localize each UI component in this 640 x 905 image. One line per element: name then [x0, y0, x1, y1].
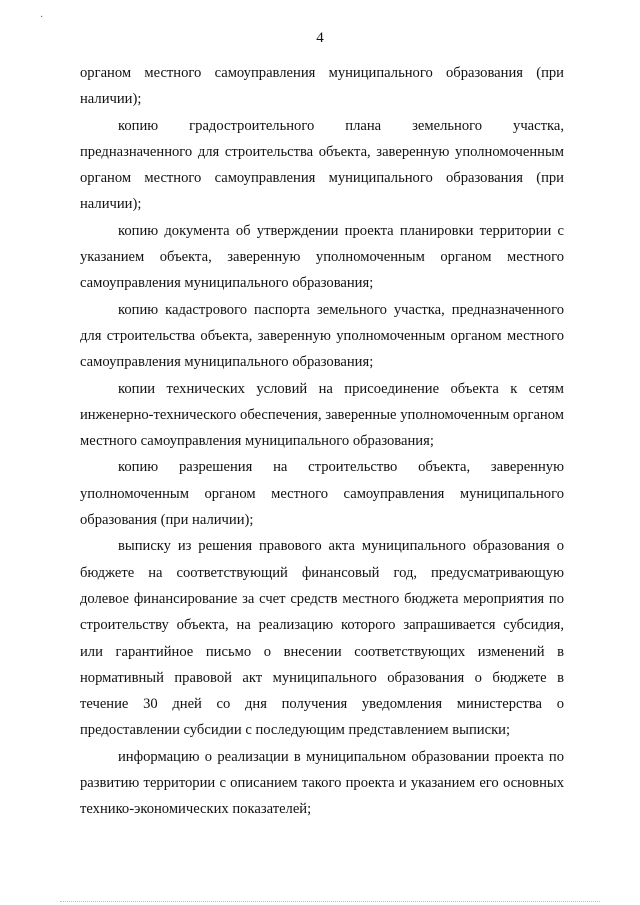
paragraph-building-permit-copy: копию разрешения на строительство объекта, заверенную уполномоченным органом местного самоуправления муниципального образования (при наличии);	[80, 459, 564, 529]
paragraph-gradplan-copy: копию градостроительного плана земельного участка, предназначенного для строительства объекта, заверенную уполномоченным органом местного самоуправления муниципального образования (при наличии);	[80, 117, 564, 213]
paragraph-cadastral-passport-copy: копию кадастрового паспорта земельного участка, предназначенного для строительства объекта, заверенную уполномоченным органом местного самоуправления муниципального образования;	[80, 301, 564, 371]
page-number: 4	[316, 30, 324, 46]
paragraph-continuation: органом местного самоуправления муниципального образования (при наличии);	[80, 65, 564, 108]
paragraph-territory-project-info: информацию о реализации в муниципальном образовании проекта по развитию территории с описанием такого проекта и указанием его основных технико-экономических показателей;	[80, 748, 564, 818]
paragraph-technical-conditions-copy: копии технических условий на присоединение объекта к сетям инженерно-технического обеспечения, заверенные уполномоченным органом местного самоуправления муниципального образования;	[80, 380, 564, 450]
bottom-divider	[60, 901, 600, 903]
paragraph-budget-extract: выписку из решения правового акта муниципального образования о бюджете на соответствующий финансовый год, предусматривающую долевое финансирование за счет средств местного бюджета мероприятия по строительству объекта, на реализацию которого запрашивается субсидия, или гарантийное письмо о внесении соответствующих изменений в нормативный правовой акт муниципального образования о бюджете в течение 30 дней со дня получения уведомления министерства о предоставлении субсидии с последующим представлением выписки;	[80, 538, 564, 739]
scan-mark: ·	[40, 12, 44, 23]
paragraph-planning-project-copy: копию документа об утверждении проекта планировки территории с указанием объекта, заверенную уполномоченным органом местного самоуправления муниципального образования;	[80, 222, 564, 292]
document-body	[80, 60, 564, 823]
